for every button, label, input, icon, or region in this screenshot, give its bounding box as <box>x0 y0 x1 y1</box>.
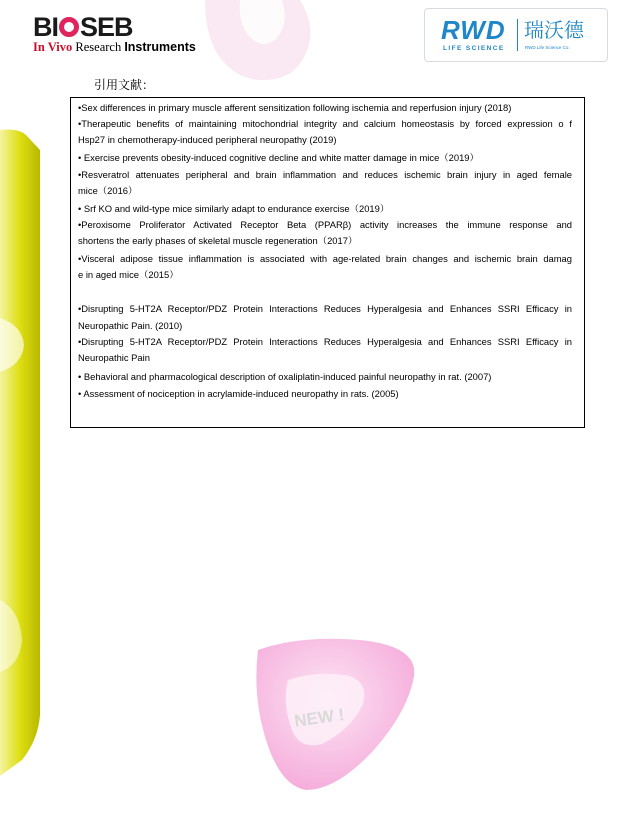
reference-8-line-2: Neuropathic Pain. (2010) <box>78 320 183 331</box>
reference-7-line-2: e in aged mice（2015） <box>78 269 179 280</box>
reference-1-line-1: •Sex differences in primary muscle afferent sensitization following ischemia and reperfusion injury (2018) <box>78 102 512 113</box>
bioseb-wordmark <box>33 12 133 42</box>
rwd-logo <box>424 8 608 62</box>
reference-4-line-2: mice（2016） <box>78 185 138 196</box>
bioseb-brand-after: SEB <box>80 12 133 42</box>
reference-6-line-1: •Peroxisome Proliferator Activated Receptor Beta (PPARβ) activity increases the immune response and <box>78 219 572 230</box>
reference-6-line-2: shortens the early phases of skeletal muscle regeneration（2017） <box>78 235 358 246</box>
reference-10-line-1: • Behavioral and pharmacological description of oxaliplatin-induced painful neuropathy in rat. (2007) <box>78 371 492 382</box>
reference-2-line-1: •Therapeutic benefits of maintaining mitochondrial integrity and calcium homeostasis by forced expression o f <box>78 118 572 129</box>
reference-9-line-1: •Disrupting 5-HT2A Receptor/PDZ Protein Interactions Reduces Hyperalgesia and Enhances SSRI Efficacy in <box>78 336 572 347</box>
reference-4-line-1: •Resveratrol attenuates peripheral and brain inflammation and reduces ischemic brain injury in aged female <box>78 169 572 180</box>
reference-11-line-1: • Assessment of nociception in acrylamide-induced neuropathy in rats. (2005) <box>78 388 399 399</box>
reference-5-line-1: • Srf KO and wild-type mice similarly adapt to endurance exercise（2019） <box>78 203 390 214</box>
bioseb-tagline <box>33 40 196 55</box>
reference-2-line-2: Hsp27 in chemotherapy-induced peripheral neuropathy (2019) <box>78 134 337 145</box>
tagline-instruments: Instruments <box>124 40 196 54</box>
bioseb-o-ring-icon <box>59 17 79 37</box>
reference-9-line-2: Neuropathic Pain <box>78 352 150 363</box>
tagline-in-vivo: In Vivo <box>33 40 73 54</box>
rwd-chinese-name: 瑞沃德 <box>524 18 584 42</box>
rwd-mark: RWD <box>441 15 506 45</box>
reference-7-line-1: •Visceral adipose tissue inflammation is associated with age-related brain changes and ischemic brain damag <box>78 253 572 264</box>
bioseb-brand-before: BI <box>33 12 58 42</box>
rwd-sub: LIFE SCIENCE <box>443 45 505 52</box>
rwd-chinese-sub: RWD Life Science Co. <box>525 45 570 50</box>
left-yellow-bar <box>0 130 40 776</box>
bioseb-logo <box>33 12 223 54</box>
rwd-divider <box>517 19 518 51</box>
tagline-research: Research <box>75 40 122 54</box>
reference-3-line-1: • Exercise prevents obesity-induced cognitive decline and white matter damage in mice（2019） <box>78 152 479 163</box>
watermark-text: NEW ! <box>293 705 346 731</box>
reference-8-line-1: •Disrupting 5-HT2A Receptor/PDZ Protein Interactions Reduces Hyperalgesia and Enhances SSRI Efficacy in <box>78 303 572 314</box>
section-title: 引用文献： <box>94 78 155 92</box>
